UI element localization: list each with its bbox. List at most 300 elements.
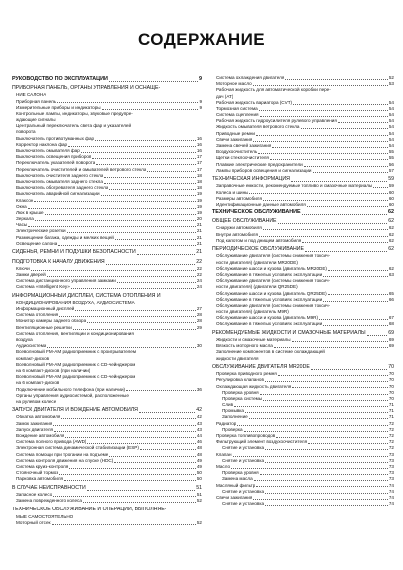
dot-leader xyxy=(254,480,388,481)
toc-entry-page: 70 xyxy=(388,389,394,395)
toc-entry-title: Охлаждающая жидкость двигателя xyxy=(216,383,292,389)
toc-entry-title: Вождение автомобиля xyxy=(16,433,65,439)
toc-entry-title: Снаружи автомобиля xyxy=(216,225,262,231)
toc-entry-page: 72 xyxy=(388,445,394,451)
dot-leader xyxy=(147,171,195,172)
toc-entry-title: Система контроля движения на спуске (HDC) xyxy=(16,457,114,463)
toc-entry-page: 54 xyxy=(388,99,394,105)
dot-leader xyxy=(260,116,388,117)
toc-entry-title: ности двигателя) (двигатели MR20DE) xyxy=(216,259,298,265)
toc-entry-title: Масло xyxy=(216,464,231,469)
dot-leader xyxy=(137,254,196,255)
toc-entry-title: Плавкие электрические предохранители xyxy=(216,161,303,167)
toc-entry-page: 72 xyxy=(388,420,394,426)
toc-entry-title: Система отопления xyxy=(16,312,59,318)
toc-entry xyxy=(12,498,202,504)
toc-entry-page: 9 xyxy=(199,98,202,104)
dot-leader xyxy=(328,294,388,295)
toc-entry-page: 16 xyxy=(196,135,202,141)
dot-leader xyxy=(305,251,387,252)
toc-entry-title: Вентиляционные решетки xyxy=(16,324,72,330)
dot-leader xyxy=(102,109,199,110)
toc-entry-title: Снятие и установка xyxy=(222,488,265,494)
toc-entry-title: РУКОВОДСТВО ПО ЭКСПЛУАТАЦИИ xyxy=(12,76,108,82)
dot-leader xyxy=(35,220,196,221)
dot-leader xyxy=(139,412,195,413)
dot-leader xyxy=(293,104,388,105)
dot-leader xyxy=(234,406,388,407)
toc-entry-page: 43 xyxy=(196,420,202,426)
toc-entry xyxy=(212,322,394,328)
toc-entry-page: 62 xyxy=(388,237,394,243)
toc-entry-page: 50 xyxy=(196,476,202,482)
toc-entry-title: Жидкость омывателя ветрового стекла xyxy=(216,124,300,130)
toc-entry xyxy=(212,168,394,174)
toc-entry-page: 48 xyxy=(196,451,202,457)
dot-leader xyxy=(71,288,196,289)
toc-entry-page: 73 xyxy=(388,451,394,457)
toc-entry xyxy=(212,218,394,225)
toc-entry-title: Система круиз-контроля xyxy=(16,464,69,469)
dot-leader xyxy=(75,310,196,311)
toc-entry-title: Заполнение xyxy=(222,414,248,420)
dot-leader xyxy=(83,502,196,503)
dot-leader xyxy=(54,431,196,432)
toc-entry-title: Радиатор xyxy=(216,420,237,426)
toc-entry-page: 63 xyxy=(388,272,394,277)
toc-entry-title: Обслуживание двигателя (системы снижения токсич- xyxy=(216,253,330,259)
toc-entry-page: 18 xyxy=(196,185,202,191)
toc-entry-title: Проверка уровня xyxy=(222,389,259,395)
toc-entry-title: Часы xyxy=(16,222,28,228)
dot-leader xyxy=(95,140,196,141)
dot-leader xyxy=(81,152,196,153)
toc-entry-title: Стояночный тормоз xyxy=(16,470,59,476)
dot-leader xyxy=(237,425,388,426)
toc-entry-title: НИЕ САЛОНА xyxy=(16,92,47,98)
toc-entry xyxy=(12,85,202,92)
toc-entry xyxy=(12,476,202,482)
dot-leader xyxy=(259,236,388,237)
toc-entry-page: 24 xyxy=(196,284,202,290)
toc-entry-title: Свечи зажигания xyxy=(216,136,253,142)
toc-entry-title: ПЕРИОДИЧЕСКОЕ ОБСЛУЖИВАНИЕ xyxy=(212,246,304,253)
toc-entry xyxy=(12,293,202,300)
dot-leader xyxy=(260,474,388,475)
toc-entry-title: Система «Intelligent Key» xyxy=(16,284,70,290)
dot-leader xyxy=(263,400,388,401)
toc-entry-page: 19 xyxy=(196,191,202,197)
toc-entry-page: 42 xyxy=(196,407,202,414)
toc-entry-title: Всеволновый FM-AM радиоприемник с проигрывателем xyxy=(16,349,137,355)
toc-entry-title: Обслуживание в тяжелых условиях эксплуатации xyxy=(216,321,323,327)
toc-entry-title: Система помощи при трогании на подъеме xyxy=(16,451,109,457)
toc-entry-title: Обслуживание шасси и кузова (двигатель M9R) xyxy=(216,315,318,321)
toc-entry xyxy=(12,520,202,526)
toc-entry-title: Монитор камеры заднего обзора xyxy=(16,318,87,324)
toc-entry-page: 16 xyxy=(196,148,202,154)
toc-entry-title: Всеволновый FM-AM радиоприемник с CD-чейнджером xyxy=(16,361,136,367)
toc-entry-title: Под капотом и под днищем автомобиля xyxy=(216,237,302,243)
dot-leader xyxy=(140,449,196,450)
toc-entry-page: 72 xyxy=(388,433,394,439)
dot-leader xyxy=(53,425,196,426)
toc-entry-page: 62 xyxy=(388,225,394,231)
toc-entry-title: Замена масла xyxy=(222,476,253,482)
dot-leader xyxy=(53,496,196,497)
dot-leader xyxy=(109,189,195,190)
dot-leader xyxy=(270,159,388,160)
toc-entry-title: Моторное масло xyxy=(216,81,252,87)
toc-entry-page: 65 xyxy=(388,290,394,296)
dot-leader xyxy=(276,437,388,438)
toc-entry-page: 62 xyxy=(388,218,394,225)
dot-leader xyxy=(69,468,196,469)
toc-entry-title: Система полного привода (AWD) xyxy=(16,439,87,445)
toc-entry-title: В СЛУЧАЕ НЕИСПРАВНОСТИ xyxy=(12,484,86,491)
toc-entry-title: на 6 компакт-дисков xyxy=(16,380,60,386)
toc-entry-page: 53 xyxy=(388,81,394,87)
dot-leader xyxy=(87,443,195,444)
toc-entry-page: 17 xyxy=(196,154,202,160)
dot-leader xyxy=(233,456,388,457)
toc-entry-page: 71 xyxy=(388,414,394,420)
toc-entry-page: 55 xyxy=(388,155,394,161)
dot-leader xyxy=(34,201,195,202)
toc-entry-title: Контрольные лампы, индикаторы, звуковые предупре- xyxy=(16,110,133,116)
toc-entry-title: ИНФОРМАЦИОННЫЙ ДИСПЛЕЙ, СИСТЕМА ОТОПЛЕНИЯ И xyxy=(12,292,161,299)
dot-leader xyxy=(28,208,196,209)
toc-entry-page: 59 xyxy=(388,183,394,189)
toc-entry-page: 70 xyxy=(388,395,394,401)
toc-entry-title: Промывка xyxy=(222,408,244,414)
dot-leader xyxy=(249,193,387,194)
toc-entry-page: 44 xyxy=(196,433,202,439)
dot-leader xyxy=(302,242,388,243)
toc-entry-title: КОНДИЦИОНИРОВАНИЯ ВОЗДУХА, АУДИОСИСТЕМА xyxy=(16,299,135,305)
toc-entry-title: Запасное колесо xyxy=(16,491,53,497)
dot-leader xyxy=(256,135,388,136)
dot-leader xyxy=(311,369,387,370)
dot-leader xyxy=(117,282,196,283)
toc-entry-title: Заправочные емкости, рекомендуемые топливо и смазочные материалы xyxy=(216,183,373,189)
toc-entry-page: 57 xyxy=(388,167,394,173)
toc-entry-page: 19 xyxy=(196,203,202,209)
dot-leader xyxy=(57,102,198,103)
dot-leader xyxy=(245,412,388,413)
dot-leader xyxy=(52,524,196,525)
toc-entry-title: Жидкости и смазочные материалы xyxy=(216,337,291,343)
toc-entry xyxy=(212,238,394,244)
toc-entry-title: Проверка системы xyxy=(222,395,263,401)
dot-leader xyxy=(96,164,196,165)
toc-entry-page: 51 xyxy=(196,484,202,491)
toc-entry-title: Информационный дисплей xyxy=(16,306,75,312)
toc-entry-title: Воздухоочиститель xyxy=(216,149,258,155)
toc-entry-page: 22 xyxy=(196,272,202,277)
dot-leader xyxy=(274,347,388,348)
toc-entry-page: 73 xyxy=(388,464,394,469)
dot-leader xyxy=(256,486,388,487)
dot-leader xyxy=(367,335,388,336)
toc-entry-page: 54 xyxy=(388,105,394,111)
toc-entry-title: Фильтрующий элемент воздухоочистителя xyxy=(216,439,308,445)
toc-entry-page: 54 xyxy=(388,130,394,136)
dot-leader xyxy=(323,325,388,326)
dot-leader xyxy=(64,480,196,481)
toc-entry-title: МЫЕ САМОСТОЯТЕЛЬНО xyxy=(16,513,74,519)
toc-entry-page: 48 xyxy=(196,445,202,451)
toc-entry-page: 71 xyxy=(388,402,394,408)
toc-entry-page: 52 xyxy=(196,498,202,504)
dot-leader xyxy=(265,381,388,382)
dot-leader xyxy=(59,316,196,317)
toc-entry-page: 73 xyxy=(388,470,394,476)
toc-entry-title: Органы управления аудиосистемой, расположенные xyxy=(16,392,129,398)
toc-entry-page: 28 xyxy=(196,318,202,324)
toc-entry-page: 24 xyxy=(196,278,202,284)
toc-entry-page: 16 xyxy=(196,141,202,147)
toc-entry-title: Обслуживание в тяжелых условиях эксплуатации xyxy=(216,272,323,277)
toc-entry-page: 42 xyxy=(196,414,202,420)
toc-entry-title: Обслуживание шасси и кузова (двигатель QR25DE) xyxy=(216,290,327,296)
toc-entry-page: 73 xyxy=(388,457,394,463)
toc-entry-title: Слив xyxy=(222,402,234,408)
toc-entry-page: 17 xyxy=(196,166,202,172)
toc-entry-title: Клапан xyxy=(216,451,232,457)
dot-leader xyxy=(319,319,388,320)
toc-entry-title: Приборная панель xyxy=(16,98,57,104)
toc-entry-page: 22 xyxy=(196,258,202,265)
toc-entry-title: Рабочая жидкость для автоматической коробки пере- xyxy=(216,87,331,93)
toc-entry-title: Обслуживание в тяжелых условиях эксплуатации xyxy=(216,296,323,302)
dot-leader xyxy=(302,214,387,215)
toc-entry xyxy=(212,176,394,183)
toc-entry-title: Замена поврежденного колеса xyxy=(16,498,82,504)
toc-entry-title: Система охлаждения двигателя xyxy=(216,75,285,80)
dot-leader xyxy=(104,177,195,178)
toc-entry-title: Переключатель указателей поворота xyxy=(16,160,96,166)
dot-leader xyxy=(308,443,388,444)
dot-leader xyxy=(323,276,388,277)
toc-entry-page: 60 xyxy=(388,201,394,207)
dot-leader xyxy=(307,206,388,207)
dot-leader xyxy=(73,329,196,330)
toc-entry-page: 72 xyxy=(388,439,394,445)
toc-entry-title: жидкости двигателя xyxy=(216,355,259,361)
dot-leader xyxy=(265,462,388,463)
dot-leader xyxy=(253,141,388,142)
toc-entry-page: 54 xyxy=(388,136,394,142)
toc-entry-title: Замки дверей xyxy=(16,272,46,277)
dot-leader xyxy=(292,387,388,388)
toc-entry-title: ждающие сигналы xyxy=(16,117,56,123)
toc-entry xyxy=(12,485,202,492)
toc-entry-page: 62 xyxy=(388,265,394,271)
toc-entry-title: Рабочая жидкость вариатора (CVT) xyxy=(216,99,293,105)
toc-entry-title: ности двигателя) (двигатель M9R) xyxy=(216,309,289,315)
toc-entry-title: Замок зажигания xyxy=(16,420,53,426)
toc-entry-title: ности двигателя) (двигатели QR25DE) xyxy=(216,284,298,290)
toc-entry-title: Выключатель освещения приборов xyxy=(16,154,92,160)
toc-entry-title: Снятие и установка xyxy=(222,457,265,463)
toc-entry xyxy=(212,330,394,337)
toc-entry-page: 20 xyxy=(196,216,202,222)
toc-entry-page: 70 xyxy=(388,371,394,377)
dot-leader xyxy=(304,166,388,167)
dot-leader xyxy=(106,264,196,265)
toc-entry-title: ПОДГОТОВКА К НАЧАЛУ ДВИЖЕНИЯ xyxy=(12,258,105,265)
dot-leader xyxy=(59,474,195,475)
toc-entry-title: Идентификационные данные автомобиля xyxy=(216,201,306,207)
toc-entry-title: Обслуживание двигателя (системы снижения токсич- xyxy=(216,278,330,284)
dot-leader xyxy=(47,276,196,277)
dot-leader xyxy=(253,499,388,500)
toc-entry-title: Ключи xyxy=(16,265,30,271)
dot-leader xyxy=(253,85,388,86)
toc-entry-title: ТЕХНИЧЕСКОЕ ОБСЛУЖИВАНИЕ И ОПЕРАЦИИ, ВЫПОЛНЯЕ- xyxy=(12,506,167,513)
dot-leader xyxy=(104,183,196,184)
toc-entry-title: РЕКОМЕНДУЕМЫЕ ЖИДКОСТИ И СМАЗОЧНЫЕ МАТЕРИАЛЫ xyxy=(212,329,366,336)
toc-entry-page: 68 xyxy=(388,321,394,327)
toc-entry-title: Всеволновый FM-AM радиоприемник с CD-чейнджером xyxy=(16,374,136,380)
toc-entry-page: 9 xyxy=(199,104,202,110)
toc-entry xyxy=(12,507,202,514)
dot-leader xyxy=(114,462,196,463)
toc-entry-page: 54 xyxy=(388,124,394,130)
dot-leader xyxy=(272,147,388,148)
toc-entry-page: 62 xyxy=(388,246,394,253)
toc-entry-page: 62 xyxy=(388,209,394,216)
dot-leader xyxy=(265,449,388,450)
toc-entry-page: 70 xyxy=(388,383,394,389)
toc-entry-title: Внутри автомобиля xyxy=(216,231,258,237)
toc-entry-page: 60 xyxy=(388,195,394,201)
toc-entry-page: 59 xyxy=(388,176,394,183)
toc-entry-title: Колеса и шины xyxy=(216,189,249,195)
toc-entry-page: 17 xyxy=(196,160,202,166)
toc-entry-title: Выключатель очистителя заднего стекла xyxy=(16,172,104,178)
toc-entry-page: 19 xyxy=(196,197,202,203)
toc-entry-title: воздуха xyxy=(16,337,33,343)
toc-entry-title: Приводные ремни xyxy=(216,130,255,136)
dot-leader xyxy=(67,232,196,233)
dot-leader xyxy=(101,195,196,196)
toc-entry-title: на 6 компакт-дисков (при наличии) xyxy=(16,368,91,373)
toc-entry-page: 21 xyxy=(196,240,202,246)
dot-leader xyxy=(109,81,198,82)
toc-entry-page: 72 xyxy=(388,426,394,432)
toc-entry-page: 56 xyxy=(388,161,394,167)
toc-entry-page: 67 xyxy=(388,315,394,321)
toc-entry-title: Обслуживание двигателя (системы снижения токсич- xyxy=(216,302,330,308)
dot-leader xyxy=(28,226,196,227)
dot-leader xyxy=(68,146,196,147)
toc-entry xyxy=(212,364,394,371)
toc-entry-page: 30 xyxy=(196,343,202,349)
toc-entry-page: 21 xyxy=(196,222,202,228)
dot-leader xyxy=(244,431,388,432)
dot-leader xyxy=(313,172,388,173)
dot-leader xyxy=(92,158,195,159)
toc-entry-page: 74 xyxy=(388,488,394,494)
toc-entry-title: ОБЩЕЕ ОБСЛУЖИВАНИЕ xyxy=(212,218,277,225)
dot-leader xyxy=(328,270,388,271)
dot-leader xyxy=(263,200,388,201)
dot-leader xyxy=(31,270,196,271)
toc-entry-page: 54 xyxy=(388,143,394,149)
toc-entry-page: 74 xyxy=(388,494,394,500)
toc-entry-title: Регулировка клапанов xyxy=(216,377,264,383)
toc-entry-title: Парковка автомобиля xyxy=(16,476,63,482)
dot-leader xyxy=(65,437,195,438)
toc-entry-page: 46 xyxy=(196,439,202,445)
toc-entry xyxy=(12,75,202,83)
toc-entry-title: Замена свечей зажигания xyxy=(216,143,272,149)
toc-entry-title: Подключение мобильного телефона (при наличии) xyxy=(16,386,126,392)
toc-entry-title: Система сцепления xyxy=(216,112,259,118)
toc-entry-page: 69 xyxy=(388,329,394,336)
toc-entry-page: 27 xyxy=(196,306,202,312)
dot-leader xyxy=(58,245,196,246)
toc-entry-title: Лампы приборов освещения и сигнализации xyxy=(216,167,312,173)
toc-entry-page: 49 xyxy=(196,464,202,469)
toc-entry-title: Вязкость моторного масла xyxy=(216,343,273,349)
dot-leader xyxy=(265,493,388,494)
toc-entry xyxy=(12,284,202,290)
toc-entry-title: Свечи зажигания xyxy=(216,494,253,500)
dot-leader xyxy=(263,229,388,230)
toc-entry-title: Система дистанционного управления замками xyxy=(16,278,116,284)
toc-entry-page: 9 xyxy=(199,76,202,82)
toc-entry-title: Система отопления, вентиляции и кондиционирования xyxy=(16,330,134,336)
dot-leader xyxy=(285,79,388,80)
dot-leader xyxy=(291,181,387,182)
dot-leader xyxy=(231,468,388,469)
toc-entry-page: 54 xyxy=(388,118,394,124)
toc-entry-page: 21 xyxy=(196,249,202,256)
toc-entry-page: 18 xyxy=(196,172,202,178)
toc-entry-title: Зеркала xyxy=(16,216,34,222)
toc-entry-page: 70 xyxy=(388,377,394,383)
dot-leader xyxy=(292,341,388,342)
toc-entry-title: Заполнение компонентов в системе охлаждающей xyxy=(216,349,325,355)
toc-entry-title: Выключатель противотуманных фар xyxy=(16,135,95,141)
toc-entry-title: Выключатель аварийной сигнализации xyxy=(16,191,100,197)
toc-entry-title: СИДЕНЬЯ, РЕМНИ И ПОДУШКИ БЕЗОПАСНОСТИ xyxy=(12,249,136,256)
toc-entry-title: поворота xyxy=(16,129,36,135)
toc-entry-title: Измерительные приборы и индикаторы xyxy=(16,104,101,110)
toc-entry-title: компакт-дисков xyxy=(16,355,50,361)
toc-entry-title: Клаксон xyxy=(16,197,34,203)
dot-leader xyxy=(373,187,388,188)
toc-entry-title: Размещение багажа, одежды и мелких вещей xyxy=(16,234,114,240)
toc-entry-title: Проверка топливопроводов xyxy=(216,433,276,439)
dot-leader xyxy=(249,418,388,419)
toc-entry-title: Тормозная система xyxy=(216,105,258,111)
toc-entry-title: Проверка приводного ремня xyxy=(216,371,277,377)
toc-entry xyxy=(12,249,202,256)
toc-entry-page: 60 xyxy=(388,189,394,195)
toc-entry-page: 49 xyxy=(196,457,202,463)
toc-entry-page: 62 xyxy=(388,231,394,237)
toc-entry-page: 69 xyxy=(388,337,394,343)
toc-entry-page: 70 xyxy=(388,364,394,370)
toc-entry xyxy=(12,399,202,405)
toc-entry-title: Выключатель омывателя фар xyxy=(16,148,80,154)
toc-entry-title: Размеры автомобиля xyxy=(216,195,262,201)
toc-entry-page: 69 xyxy=(388,343,394,349)
